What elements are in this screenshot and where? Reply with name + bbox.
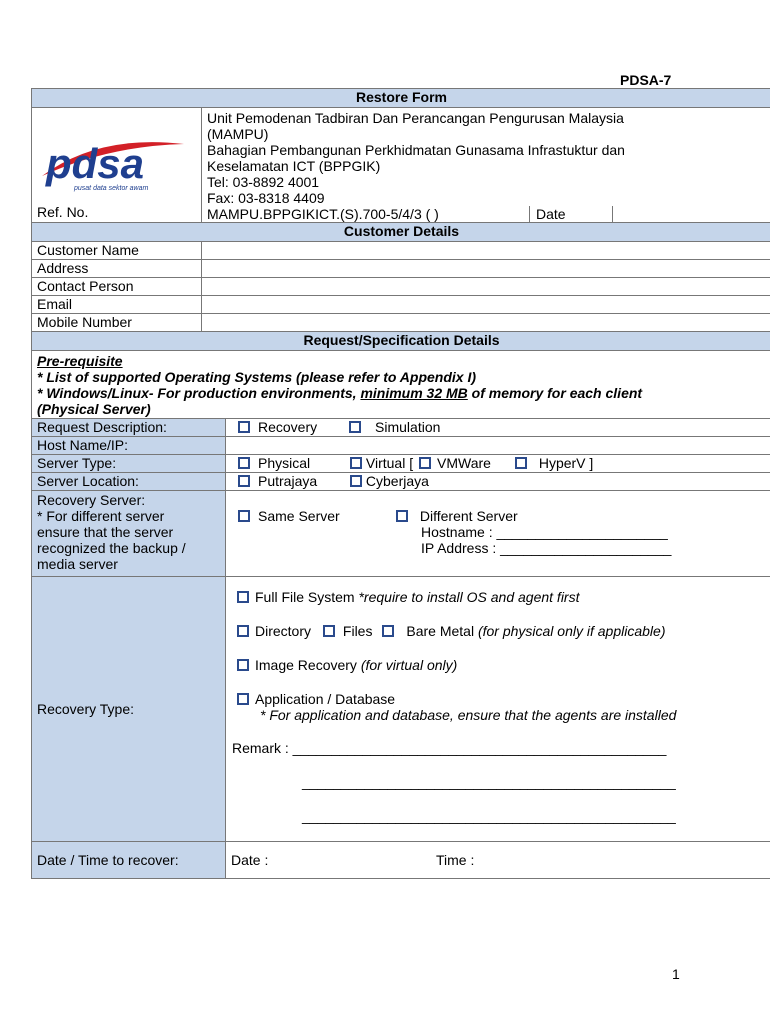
- cyberjaya-option-label: Cyberjaya: [365, 473, 429, 489]
- hostname-field[interactable]: Hostname : ______________________: [421, 524, 668, 540]
- request-band: [32, 332, 770, 351]
- recover-date-field[interactable]: Date :: [231, 852, 269, 868]
- request-desc-row: [32, 419, 770, 437]
- request-section-title: Request/Specification Details: [32, 332, 770, 351]
- header-row: [32, 108, 770, 223]
- logo-cell: [32, 108, 202, 223]
- address-field[interactable]: [202, 260, 770, 278]
- svg-text:pusat data sektor awam: pusat data sektor awam: [74, 185, 149, 192]
- vmware-checkbox[interactable]: [419, 457, 431, 469]
- datetime-fields: [226, 842, 770, 879]
- prereq-heading: Pre-requisite: [37, 353, 123, 369]
- full-file-system-checkbox[interactable]: [237, 591, 249, 603]
- physical-option-label: Physical: [258, 455, 311, 471]
- org-line4: Keselamatan ICT (BPPGIK): [207, 158, 381, 174]
- putrajaya-checkbox[interactable]: [238, 475, 250, 487]
- org-line1: Unit Pemodenan Tadbiran Dan Perancangan Pengurusan Malaysia: [207, 110, 624, 126]
- virtual-option-label: Virtual [: [365, 455, 414, 471]
- remark-field[interactable]: Remark : ________________________________________________: [232, 740, 667, 756]
- simulation-option-label: Simulation: [375, 419, 441, 435]
- host-field[interactable]: [226, 437, 770, 455]
- server-location-row: [32, 473, 770, 491]
- same-server-checkbox[interactable]: [238, 510, 250, 522]
- org-tel: Tel: 03-8892 4001: [207, 174, 320, 190]
- org-fax: Fax: 03-8318 4409: [207, 190, 325, 206]
- application-note: * For application and database, ensure that the agents are installed: [260, 707, 677, 723]
- recovery-type-options: [226, 577, 770, 842]
- different-server-checkbox[interactable]: [396, 510, 408, 522]
- prereq-line1: * List of supported Operating Systems (please refer to Appendix I): [37, 369, 477, 385]
- org-info: [202, 108, 770, 223]
- application-database-option: Application / Database: [232, 691, 766, 707]
- same-server-option-label: Same Server: [258, 508, 340, 524]
- prereq-line2: * Windows/Linux- For production environments, minimum 32 MB of memory for each client: [37, 385, 643, 401]
- form-code: PDSA-7: [620, 72, 672, 88]
- request-desc-options: [226, 419, 770, 437]
- customer-row: [32, 278, 770, 296]
- ref-row: [202, 206, 770, 222]
- virtual-checkbox[interactable]: [350, 457, 362, 469]
- image-recovery-option: Image Recovery (for virtual only): [232, 657, 766, 673]
- restore-form-table: [31, 88, 770, 879]
- remark-line-2[interactable]: ________________________________________________: [302, 774, 676, 790]
- org-line2: (MAMPU): [207, 126, 269, 142]
- physical-checkbox[interactable]: [238, 457, 250, 469]
- server-type-row: [32, 455, 770, 473]
- full-file-system-option: Full File System *require to install OS and agent first: [232, 589, 766, 605]
- customer-name-label: Customer Name: [32, 242, 202, 260]
- mobile-number-label: Mobile Number: [32, 314, 202, 332]
- ref-label: Ref. No.: [37, 204, 89, 220]
- directory-checkbox[interactable]: [237, 625, 249, 637]
- customer-name-field[interactable]: [202, 242, 770, 260]
- server-location-options: [226, 473, 770, 491]
- date-field[interactable]: [613, 206, 770, 222]
- cyberjaya-checkbox[interactable]: [350, 475, 362, 487]
- host-row: [32, 437, 770, 455]
- datetime-label: Date / Time to recover:: [32, 842, 226, 879]
- mobile-number-field[interactable]: [202, 314, 770, 332]
- simulation-checkbox[interactable]: [349, 421, 361, 433]
- remark-line-3[interactable]: ________________________________________________: [302, 808, 676, 824]
- contact-person-field[interactable]: [202, 278, 770, 296]
- email-label: Email: [32, 296, 202, 314]
- prereq-line3: (Physical Server): [37, 401, 151, 417]
- recovery-server-options: [226, 491, 770, 577]
- customer-band: [32, 223, 770, 242]
- customer-row: [32, 296, 770, 314]
- recovery-server-label: Recovery Server: * For different server ensure that the server recognized the backup / media server: [32, 491, 226, 577]
- server-type-label: Server Type:: [32, 455, 226, 473]
- application-database-checkbox[interactable]: [237, 693, 249, 705]
- ref-value: MAMPU.BPPGIKICT.(S).700-5/4/3 ( ): [207, 206, 439, 222]
- customer-row: [32, 260, 770, 278]
- hyperv-option-label: HyperV ]: [538, 455, 594, 471]
- customer-row: [32, 242, 770, 260]
- recover-time-field[interactable]: Time :: [436, 852, 475, 868]
- recovery-type-label: Recovery Type:: [32, 577, 226, 842]
- customer-section-title: Customer Details: [32, 223, 770, 242]
- hyperv-checkbox[interactable]: [515, 457, 527, 469]
- recovery-type-row: [32, 577, 770, 842]
- files-checkbox[interactable]: [323, 625, 335, 637]
- form-title: Restore Form: [32, 89, 770, 108]
- bare-metal-checkbox[interactable]: [382, 625, 394, 637]
- putrajaya-option-label: Putrajaya: [258, 473, 318, 489]
- server-location-label: Server Location:: [32, 473, 226, 491]
- image-recovery-checkbox[interactable]: [237, 659, 249, 671]
- vmware-option-label: VMWare: [437, 455, 491, 471]
- date-label: Date: [529, 206, 613, 222]
- directory-files-bare-option: Directory Files Bare Metal (for physical only if applicable): [232, 623, 766, 639]
- different-server-option-label: Different Server: [419, 508, 518, 524]
- customer-row: [32, 314, 770, 332]
- email-field[interactable]: [202, 296, 770, 314]
- recovery-option-label: Recovery: [258, 419, 318, 435]
- address-label: Address: [32, 260, 202, 278]
- request-desc-label: Request Description:: [32, 419, 226, 437]
- contact-person-label: Contact Person: [32, 278, 202, 296]
- host-label: Host Name/IP:: [32, 437, 226, 455]
- recovery-checkbox[interactable]: [238, 421, 250, 433]
- org-line3: Bahagian Pembangunan Perkhidmatan Gunasama Infrastuktur dan: [207, 142, 625, 158]
- ip-address-field[interactable]: IP Address : ______________________: [421, 540, 672, 556]
- prereq-block: [32, 351, 770, 419]
- server-type-options: [226, 455, 770, 473]
- recovery-server-row: [32, 491, 770, 577]
- prereq-row: [32, 351, 770, 419]
- svg-text:pdsa: pdsa: [46, 140, 145, 187]
- page-number: 1: [672, 966, 680, 982]
- title-row: [32, 89, 770, 108]
- pdsa-logo: [38, 126, 188, 198]
- datetime-row: [32, 842, 770, 879]
